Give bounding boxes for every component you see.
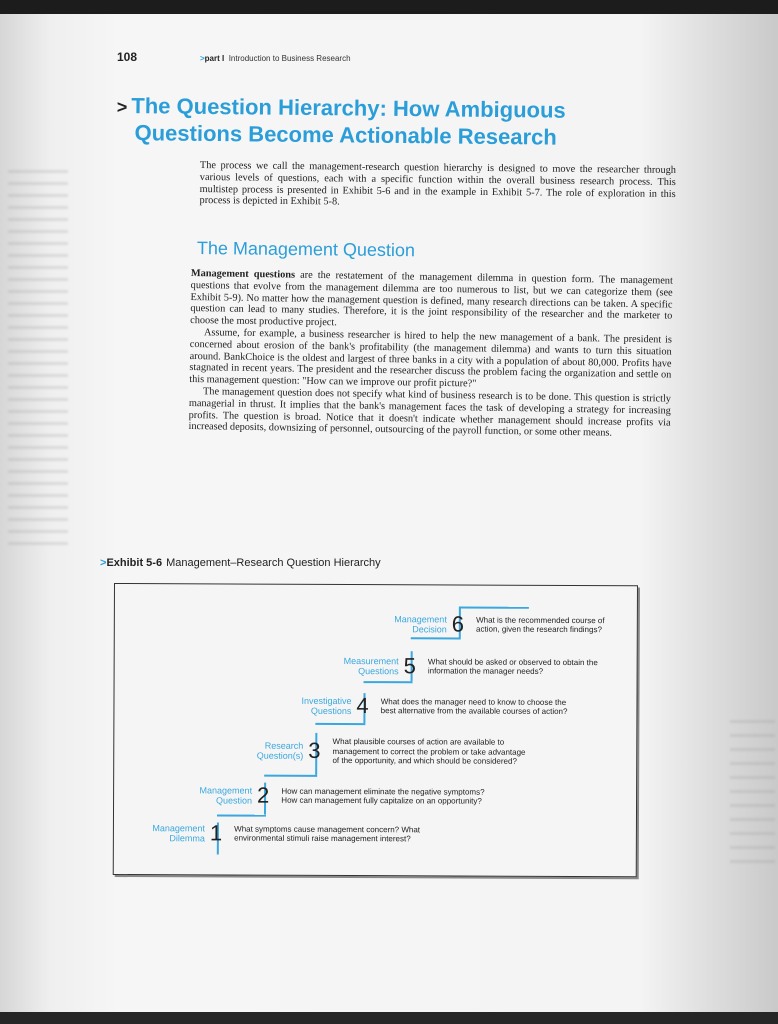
term-bold: Management questions bbox=[190, 268, 296, 281]
scan-bottom-edge bbox=[0, 1012, 778, 1024]
level-description: What does the manager need to know to choose the best alternative from the available courses of action? bbox=[380, 696, 568, 716]
paragraph-2: Assume, for example, a business researcher is hired to help the new management of a bank. The president is concerned about erosion of the bank's profitability (the management dilemma) and wants to turn this situation around. BankChoice is the oldest and largest of three banks in a city with a population of about 80,000. Profits have stagnated in recent years. The president and the researcher discuss the problem facing the organization and settle on this management question: "How can we improve our profit picture?" bbox=[189, 327, 673, 390]
part-marker: > bbox=[200, 54, 205, 63]
paragraph-1-text: are the restatement of the management dilemma in question form. The management questions that evolve from the management dilemma are too numerous to list, but we can categorize them (see Exhibit 5-9). No matter how the management question is defined, many research directions can be taken. A specific question can lead to many studies. Therefore, it is the joint responsibility of the researcher and the marketer to choose the most productive project. bbox=[190, 269, 673, 329]
exhibit-label: Exhibit 5-6 bbox=[106, 557, 163, 569]
level-label: Measurement Questions bbox=[343, 656, 399, 677]
level-label: Research Question(s) bbox=[256, 740, 304, 762]
heading-line-1: The Question Hierarchy: How Ambiguous bbox=[131, 93, 566, 123]
level-description: What plausible courses of action are available to management to correct the problem or take advantage of the opportunity, and which should be considered? bbox=[332, 736, 526, 766]
intro-paragraph bbox=[200, 160, 676, 212]
level-number: 2 bbox=[257, 782, 270, 808]
level-description: What is the recommended course of action, given the research findings? bbox=[476, 615, 605, 635]
stair-tread bbox=[315, 723, 365, 725]
bleed-through-left bbox=[8, 170, 68, 550]
level-number: 3 bbox=[308, 738, 321, 764]
level-number: 5 bbox=[403, 653, 416, 679]
stair-tread bbox=[364, 681, 413, 683]
intro-text: The process we call the management-research question hierarchy is designed to move the researcher through various levels of questions, each with a specific function within the overall business research process. This multistep process is presented in Exhibit 5-6 and in the example in Exhibit 5-7. The role of exploration in this process is depicted in Exhibit 5-8. bbox=[199, 160, 676, 208]
exhibit-marker: > bbox=[100, 557, 107, 569]
exhibit-diagram bbox=[113, 583, 638, 877]
running-header bbox=[200, 54, 351, 63]
stair-tread bbox=[217, 814, 266, 816]
level-number: 1 bbox=[209, 820, 223, 846]
hierarchy-level-1 bbox=[118, 820, 420, 847]
paragraph-3: The management question does not specify what kind of business research is to be done. This question is strictly managerial in thrust. It implies that the bank's management faces the task of developing a strategy for increasing profits. The question is broad. Notice that it doesn't indicate whether management should increase profits via increased deposits, downsizing of personnel, outsourcing of the payroll function, or some other means. bbox=[188, 386, 672, 439]
hierarchy-level-6 bbox=[367, 611, 605, 638]
page-number: 108 bbox=[117, 50, 138, 64]
hierarchy-level-4 bbox=[271, 693, 567, 720]
section-heading bbox=[116, 93, 565, 151]
level-description: How can management eliminate the negative symptoms? How can management fully capitalize on an opportunity? bbox=[281, 786, 485, 806]
body-text bbox=[188, 268, 673, 441]
stair-tread bbox=[264, 775, 317, 777]
stair-tread bbox=[459, 607, 529, 609]
hierarchy-level-2 bbox=[172, 782, 485, 809]
exhibit-caption bbox=[100, 557, 381, 569]
level-number: 4 bbox=[356, 693, 369, 719]
paragraph-1 bbox=[190, 268, 673, 335]
part-label: part I bbox=[204, 54, 225, 63]
hierarchy-level-3 bbox=[223, 736, 525, 766]
level-label: Investigative Questions bbox=[301, 695, 352, 717]
bleed-through-right bbox=[730, 720, 775, 870]
hierarchy-level-5 bbox=[319, 653, 598, 680]
level-label: Management Dilemma bbox=[152, 823, 205, 844]
heading-arrow: > bbox=[116, 96, 128, 118]
level-number: 6 bbox=[451, 611, 465, 637]
stair-tread bbox=[411, 637, 461, 639]
subsection-heading: The Management Question bbox=[196, 238, 416, 261]
level-label: Management Question bbox=[199, 785, 253, 806]
exhibit-title: Management–Research Question Hierarchy bbox=[166, 557, 381, 569]
part-title: Introduction to Business Research bbox=[228, 54, 351, 63]
scan-top-edge bbox=[0, 0, 778, 14]
level-description: What symptoms cause management concern? What environmental stimuli raise management interest? bbox=[234, 824, 421, 844]
heading-line-2: Questions Become Actionable Research bbox=[134, 120, 557, 150]
level-description: What should be asked or observed to obtain the information the manager needs? bbox=[427, 656, 598, 676]
level-label: Management Decision bbox=[394, 614, 447, 635]
